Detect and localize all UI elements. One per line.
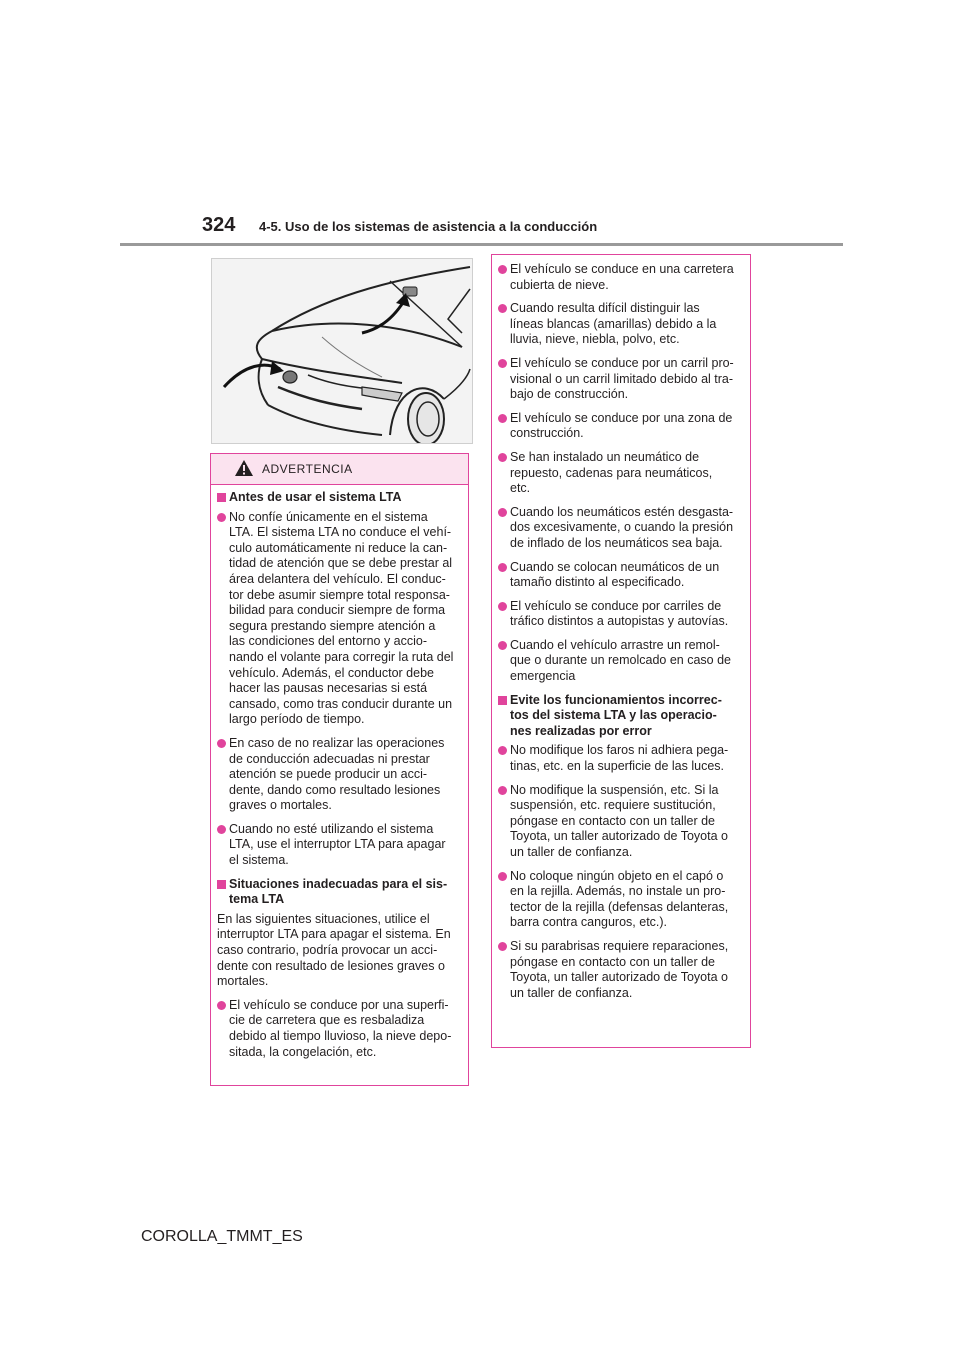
bullet-text: No confíe únicamente en el sistema LTA. El sistema LTA no conduce el vehí- culo automáticamente ni reduce la can- tidad de atención que se debe prestar al área delantera del vehículo. El conduc- tor debe asumir siempre total responsa- bilidad para conducir siempre de forma segura prestando siempre atención a las condiciones del entorno y accio- nando el volante para corregir la ruta del vehículo. Además, el conductor debe hacer las pausas necesarias si está cansado, como tras conducir durante un largo período de tiempo. — [229, 509, 454, 727]
round-bullet-icon — [498, 872, 507, 881]
square-bullet-icon — [217, 493, 226, 502]
bullet-text: Cuando se colocan neumáticos de un tamaño distinto al especificado. — [510, 559, 720, 590]
round-bullet-icon — [217, 513, 226, 522]
warning-triangle-icon — [234, 459, 254, 477]
warning-box — [210, 453, 469, 1086]
subheading-text: Antes de usar el sistema LTA — [229, 490, 402, 504]
bullet-text: Cuando los neumáticos estén desgasta- dos excesivamente, o cuando la presión de inflado de los neumáticos sea baja. — [510, 504, 734, 550]
round-bullet-icon — [217, 825, 226, 834]
footer-doc-code: COROLLA_TMMT_ES — [141, 1228, 303, 1245]
car-illustration — [211, 258, 473, 444]
bullet-item — [217, 822, 464, 869]
bullet-text: Cuando el vehículo arrastre un remol- que o durante un remolcado en caso de emergencia — [510, 637, 731, 684]
bullet-text: El vehículo se conduce por una zona de construcción. — [510, 410, 733, 441]
round-bullet-icon — [498, 942, 507, 951]
round-bullet-icon — [498, 602, 507, 611]
round-bullet-icon — [498, 359, 507, 368]
bullet-item — [498, 638, 746, 685]
section-title: 4-5. Uso de los sistemas de asistencia a la conducción — [259, 219, 598, 234]
bullet-item — [498, 262, 746, 293]
bullet-item — [498, 505, 746, 552]
square-bullet-icon — [498, 696, 507, 705]
bullet-item — [217, 998, 464, 1060]
bullet-item — [498, 599, 746, 630]
car-front-drawing — [212, 259, 472, 443]
subheading — [498, 693, 746, 740]
bullet-text: No coloque ningún objeto en el capó o en la rejilla. Además, no instale un pro- tector de la rejilla (defensas delanteras, barra contra canguros, etc.). — [510, 868, 729, 930]
bullet-text: El vehículo se conduce por una superfi- cie de carretera que es resbaladiza debido al tiempo lluvioso, la nieve depo- sitada, la congelación, etc. — [229, 997, 452, 1059]
bullet-item — [217, 510, 464, 728]
round-bullet-icon — [498, 786, 507, 795]
bullet-item — [498, 783, 746, 861]
bullet-item — [498, 560, 746, 591]
round-bullet-icon — [498, 414, 507, 423]
round-bullet-icon — [498, 746, 507, 755]
right-column-box — [491, 254, 751, 1048]
bullet-text: Se han instalado un neumático de repuesto, cadenas para neumáticos, etc. — [510, 449, 713, 496]
bullet-text: Cuando resulta difícil distinguir las líneas blancas (amarillas) debido a la lluvia, nieve, niebla, polvo, etc. — [510, 301, 717, 347]
round-bullet-icon — [498, 563, 507, 572]
bullet-text: No modifique los faros ni adhiera pega- tinas, etc. en la superficie de las luces. — [510, 743, 729, 774]
header-rule — [120, 243, 843, 246]
bullet-text: Si su parabrisas requiere reparaciones, póngase en contacto con un taller de Toyota, un taller autorizado de Toyota o un taller de confianza. — [510, 938, 729, 1000]
bullet-text: El vehículo se conduce por carriles de tráfico distintos a autopistas y autovías. — [510, 598, 729, 629]
subheading-text: Situaciones inadecuadas para el sis- tema LTA — [229, 876, 448, 907]
bullet-item — [217, 736, 464, 814]
round-bullet-icon — [217, 1001, 226, 1010]
bullet-item — [498, 450, 746, 497]
round-bullet-icon — [217, 739, 226, 748]
bullet-item — [498, 869, 746, 931]
bullet-item — [498, 301, 746, 348]
subheading-text: Evite los funcionamientos incorrec- tos del sistema LTA y las operacio- nes realizadas por error — [510, 692, 722, 738]
round-bullet-icon — [498, 453, 507, 462]
bullet-item — [498, 939, 746, 1001]
round-bullet-icon — [498, 304, 507, 313]
subheading — [217, 490, 464, 506]
warning-title: ADVERTENCIA — [262, 462, 353, 476]
bullet-item — [498, 411, 746, 442]
round-bullet-icon — [498, 265, 507, 274]
bullet-text: No modifique la suspensión, etc. Si la suspensión, etc. requiere sustitución, póngase en contacto con un taller de Toyota, un taller autorizado de Toyota o un taller de confianza. — [510, 782, 728, 859]
subheading — [217, 877, 464, 908]
bullet-item — [498, 743, 746, 774]
bullet-text: El vehículo se conduce por un carril pro- visional o un carril limitado debido al tra- bajo de construcción. — [510, 355, 734, 402]
page-number: 324 — [202, 214, 236, 236]
warning-body — [211, 485, 468, 1060]
round-bullet-icon — [498, 641, 507, 650]
bullet-text: Cuando no esté utilizando el sistema LTA, use el interruptor LTA para apagar el sistema. — [229, 821, 446, 868]
round-bullet-icon — [498, 508, 507, 517]
bullet-text: En caso de no realizar las operaciones de conducción adecuadas ni prestar atención se puede producir un acci- dente, dando como resultado lesiones graves o mortales. — [229, 735, 445, 813]
bullet-text: El vehículo se conduce en una carretera cubierta de nieve. — [510, 262, 734, 292]
bullet-item — [498, 356, 746, 403]
square-bullet-icon — [217, 880, 226, 889]
paragraph: En las siguientes situaciones, utilice el interruptor LTA para apagar el sistema. En caso contrario, podría provocar un acci- dente con resultado de lesiones graves o mortales. — [217, 911, 451, 989]
warning-header — [211, 454, 468, 485]
